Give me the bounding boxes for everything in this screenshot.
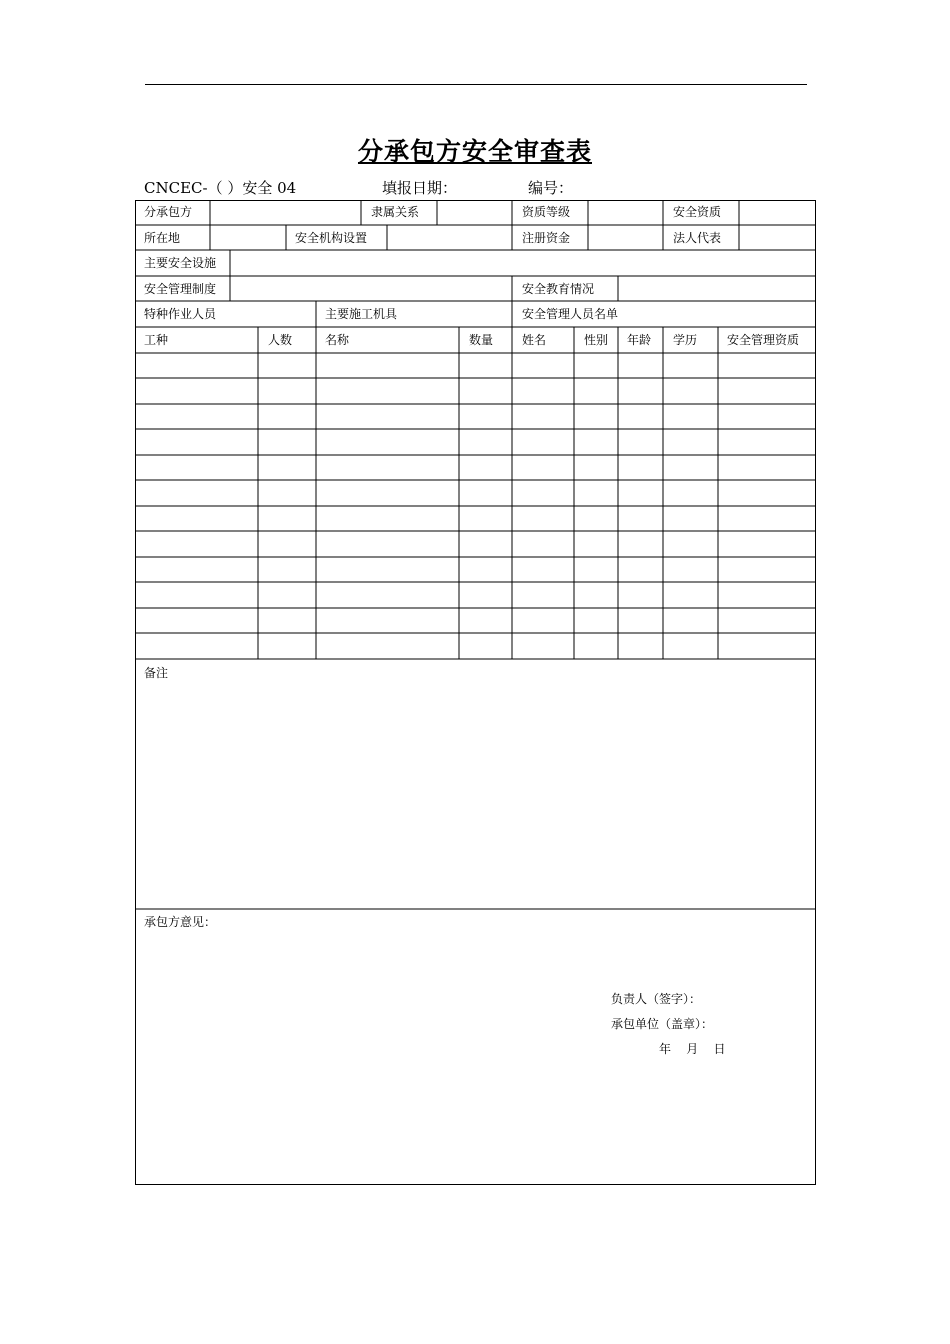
label-safety-organization: 安全机构设置 [295, 231, 368, 245]
header-equipment-name: 名称 [325, 333, 350, 347]
label-safety-education: 安全教育情况 [522, 282, 595, 296]
header-quantity: 数量 [469, 333, 494, 347]
remarks-label: 备注 [144, 666, 169, 680]
label-registered-capital: 注册资金 [522, 231, 571, 245]
date-label: 年 月 日 [659, 1042, 726, 1056]
fill-date-label: 填报日期： [382, 179, 458, 197]
label-safety-facilities: 主要安全设施 [144, 256, 217, 270]
label-safety-staff-list: 安全管理人员名单 [522, 307, 619, 321]
responsible-signature-label: 负责人（签字）： [611, 992, 702, 1006]
label-special-workers: 特种作业人员 [144, 307, 217, 321]
header-education: 学历 [673, 333, 698, 347]
label-location: 所在地 [144, 231, 181, 245]
number-label: 编号： [528, 179, 574, 197]
page-title: 分承包方安全审查表 [357, 137, 592, 166]
opinion-label: 承包方意见： [144, 915, 217, 929]
header-name: 姓名 [522, 333, 547, 347]
header-age: 年龄 [627, 333, 652, 347]
form-grid [135, 200, 816, 1185]
header-rule [145, 84, 807, 85]
label-affiliation: 隶属关系 [371, 205, 420, 219]
header-headcount: 人数 [268, 333, 293, 347]
header-trade: 工种 [144, 333, 169, 347]
label-safety-rules: 安全管理制度 [144, 282, 217, 296]
unit-seal-label: 承包单位（盖章）： [611, 1017, 714, 1031]
label-subcontractor: 分承包方 [144, 205, 193, 219]
review-form [135, 200, 816, 1185]
label-safety-qualification: 安全资质 [673, 205, 722, 219]
header-safety-credential: 安全管理资质 [727, 333, 800, 347]
form-code: CNCEC-（ ）安全 04 [144, 179, 297, 197]
label-qualification-grade: 资质等级 [522, 205, 571, 219]
label-main-machinery: 主要施工机具 [325, 307, 398, 321]
label-legal-representative: 法人代表 [673, 231, 722, 245]
header-gender: 性别 [584, 333, 609, 347]
